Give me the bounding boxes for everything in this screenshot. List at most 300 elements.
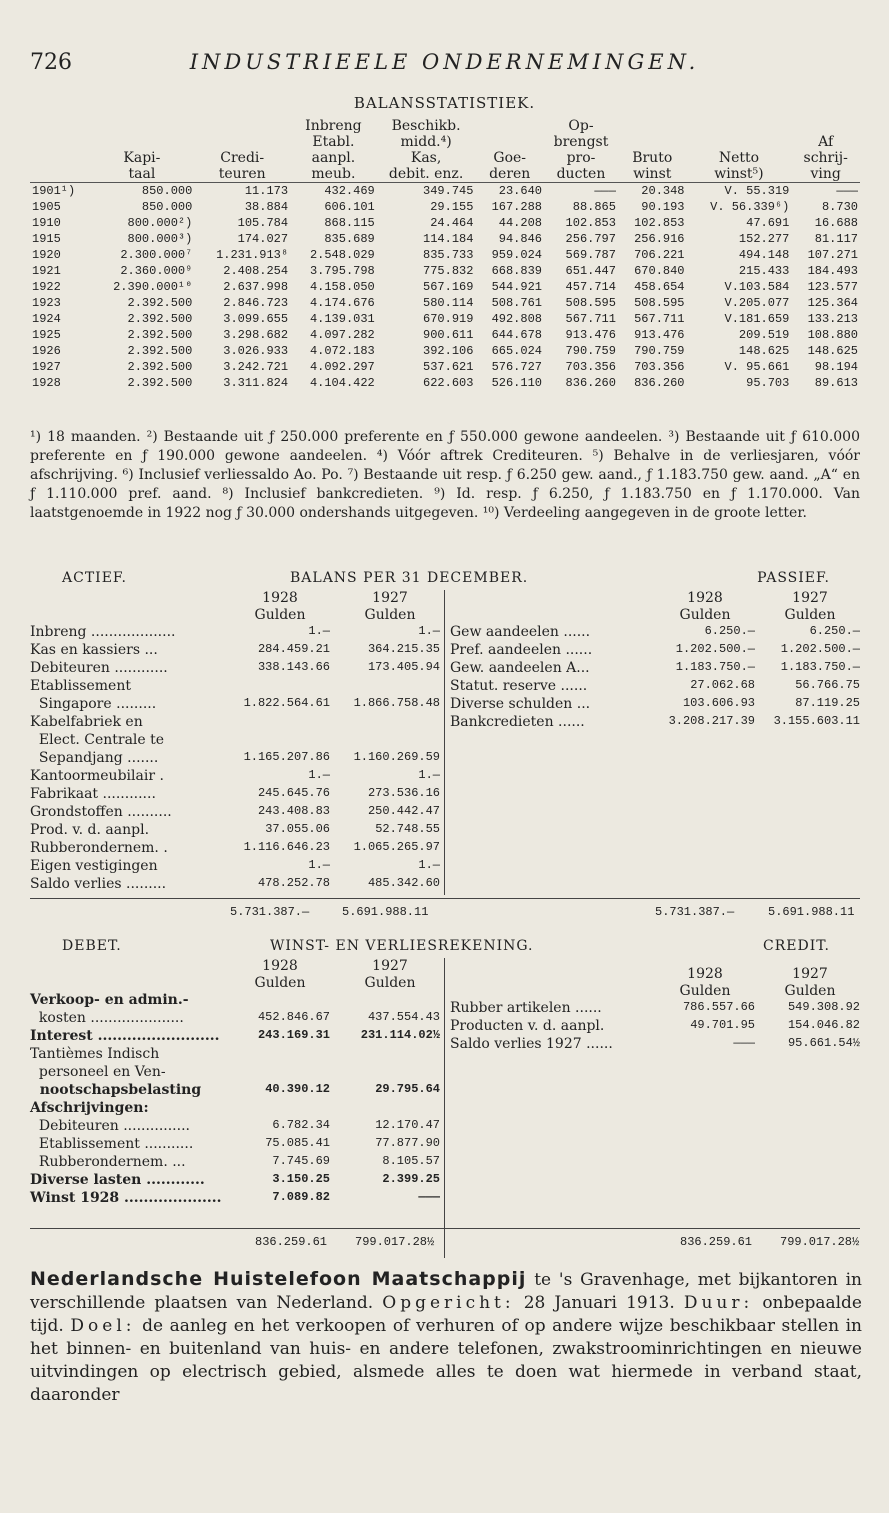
ledger-label: Interest ......................... <box>30 1028 220 1044</box>
table-row <box>30 263 860 279</box>
value-1928: 3.208.217.39 <box>668 714 755 728</box>
value-1927: 87.119.25 <box>795 696 860 710</box>
stats-year-cell: 1926 <box>32 344 61 358</box>
stats-value-cell: 392.106 <box>423 344 474 358</box>
stats-value-cell: 29.155 <box>430 200 474 214</box>
stats-value-cell: 20.348 <box>641 184 685 198</box>
stats-value-cell: 2.392.500 <box>127 376 193 390</box>
value-1927: 6.250.— <box>809 624 860 638</box>
stats-value-cell: V. 56.339⁶) <box>710 200 790 214</box>
stats-value-cell: 576.727 <box>491 360 542 374</box>
debet-column <box>30 958 445 1208</box>
ledger-label: Statut. reserve ...... <box>450 678 588 694</box>
unit-gulden: Gulden <box>254 607 306 623</box>
unit-gulden: Gulden <box>679 607 731 623</box>
ledger-label: Sepandjang ....... <box>30 750 159 766</box>
value-1928: 243.169.31 <box>257 1028 330 1042</box>
stats-value-cell: 959.024 <box>491 248 542 262</box>
pl-title: WINST- EN VERLIESREKENING. <box>270 938 534 954</box>
value-1927: 173.405.94 <box>367 660 440 674</box>
stats-value-cell: 458.654 <box>634 280 685 294</box>
stats-value-cell: 349.745 <box>423 184 474 198</box>
ledger-label: Grondstoffen .......... <box>30 804 172 820</box>
passief-rows <box>450 624 860 732</box>
stats-value-cell: 644.678 <box>491 328 542 342</box>
value-1927: 1.— <box>418 624 440 638</box>
stats-value-cell: 3.099.655 <box>223 312 289 326</box>
ledger-row <box>450 624 860 642</box>
year-1928: 1928 <box>262 958 298 974</box>
ledger-row <box>30 786 445 804</box>
stats-value-cell: 670.919 <box>423 312 474 326</box>
unit-gulden: Gulden <box>254 975 306 991</box>
credit-col-headers <box>450 966 860 1000</box>
ledger-row <box>30 660 445 678</box>
value-1928: 1.— <box>308 768 330 782</box>
stats-value-cell: V. 95.661 <box>724 360 790 374</box>
balance-sheet <box>30 570 860 919</box>
ledger-label: nootschapsbelasting <box>30 1082 202 1098</box>
debet-rows <box>30 992 445 1208</box>
pl-header <box>30 938 860 958</box>
stats-value-cell: 622.603 <box>423 376 474 390</box>
stats-value-cell: 3.298.682 <box>223 328 289 342</box>
pl-columns <box>30 958 860 1228</box>
stats-col-header: Inbreng Etabl. aanpl. meub. <box>290 118 377 183</box>
ledger-label: Diverse schulden ... <box>450 696 591 712</box>
actief-total-1927: 5.691.988.11 <box>342 905 429 919</box>
stats-value-cell: 606.101 <box>324 200 375 214</box>
ledger-row <box>30 858 445 876</box>
ledger-row <box>30 1172 445 1190</box>
stats-value-cell: 580.114 <box>423 296 474 310</box>
stats-value-cell: 125.364 <box>807 296 858 310</box>
doel-label: Doel: <box>70 1316 136 1336</box>
stats-value-cell: 2.392.500 <box>127 328 193 342</box>
ledger-label: Tantièmes Indisch <box>30 1046 160 1062</box>
stats-value-cell: V.181.659 <box>724 312 790 326</box>
stats-value-cell: 44.208 <box>498 216 542 230</box>
value-1927: 12.170.47 <box>375 1118 440 1132</box>
credit-rows <box>450 1000 860 1054</box>
stats-value-cell: 4.072.183 <box>309 344 375 358</box>
value-1927: 1.866.758.48 <box>353 696 440 710</box>
ledger-label: Inbreng ................... <box>30 624 176 640</box>
value-1928: 284.459.21 <box>257 642 330 656</box>
stats-value-cell: 16.688 <box>814 216 858 230</box>
stats-value-cell: 4.097.282 <box>309 328 375 342</box>
stats-value-cell: 105.784 <box>237 216 289 230</box>
stats-value-cell: 81.117 <box>814 232 858 246</box>
table-row <box>30 295 860 311</box>
stats-value-cell: 836.260 <box>565 376 616 390</box>
stats-value-cell: 432.469 <box>324 184 375 198</box>
stats-value-cell: 2.846.723 <box>223 296 289 310</box>
stats-value-cell: 2.392.500 <box>127 344 193 358</box>
ledger-label: Elect. Centrale te <box>30 732 165 748</box>
value-1927: 437.554.43 <box>367 1010 440 1024</box>
year-1927: 1927 <box>372 590 408 606</box>
stats-year-cell: 1922 <box>32 280 61 294</box>
ledger-row <box>30 1064 445 1082</box>
stats-value-cell: 900.611 <box>423 328 474 342</box>
actief-col-headers <box>30 590 445 624</box>
actief-rows <box>30 624 445 894</box>
value-1928: 75.085.41 <box>265 1136 330 1150</box>
stats-col-header: Af schrij- ving <box>791 118 860 183</box>
footnotes: ¹) 18 maanden. ²) Bestaande uit ƒ 250.000 preferente en ƒ 550.000 gewone aandeelen. ³) Bestaande uit ƒ 610.000 preferente en ƒ 190.000 gewone aandeelen. ⁴) Vóór aftrek Crediteuren. ⁵) Behalve in de verliesjaren, vóór afschrijving. ⁶) Inclusief verliessaldo Ao. Po. ⁷) Bestaande uit resp. ƒ 6.250 gew. aand., ƒ 1.183.750 gew. aand. „A“ en ƒ 1.110.000 pref. aand. ⁸) Inclusief bankcredieten. ⁹) Id. resp. ƒ 6.250, ƒ 1.183.750 en ƒ 1.170.000. Van laatstgenoemde in 1922 nog ƒ 30.000 ondershands uitgegeven. ¹⁰) Verdeeling aangegeven in de groote letter. <box>30 429 860 521</box>
stats-value-cell: 508.595 <box>565 296 616 310</box>
value-1928: 452.846.67 <box>257 1010 330 1024</box>
value-1927: 52.748.55 <box>375 822 440 836</box>
ledger-row <box>30 750 445 768</box>
stats-value-cell: 256.916 <box>634 232 685 246</box>
stats-year-cell: 1923 <box>32 296 61 310</box>
stats-year-cell: 1925 <box>32 328 61 342</box>
ledger-row <box>30 696 445 714</box>
stats-value-cell: 457.714 <box>565 280 616 294</box>
stats-value-cell: 98.194 <box>814 360 858 374</box>
table-row <box>30 279 860 295</box>
value-1927: 29.795.64 <box>375 1082 440 1096</box>
year-1927: 1927 <box>372 958 408 974</box>
value-1928: ——— <box>733 1036 755 1050</box>
ledger-label: Kas en kassiers ... <box>30 642 158 658</box>
table-row <box>30 375 860 391</box>
ledger-label: Etablissement ........... <box>30 1136 194 1152</box>
stats-value-cell: 23.640 <box>498 184 542 198</box>
year-1928: 1928 <box>262 590 298 606</box>
stats-value-cell: 2.637.998 <box>223 280 289 294</box>
ledger-row <box>450 1000 860 1018</box>
table-row <box>30 231 860 247</box>
stats-year-cell: 1921 <box>32 264 61 278</box>
stats-year-cell: 1910 <box>32 216 61 230</box>
value-1928: 1.183.750.— <box>675 660 755 674</box>
ledger-label: Saldo verlies 1927 ...... <box>450 1036 613 1052</box>
stats-value-cell: 4.104.422 <box>309 376 375 390</box>
passief-total-1927: 5.691.988.11 <box>768 905 855 919</box>
ledger-row <box>450 1018 860 1036</box>
stats-value-cell: 3.795.798 <box>309 264 375 278</box>
value-1928: 478.252.78 <box>257 876 330 890</box>
credit-column <box>450 958 860 1054</box>
ledger-row <box>30 1082 445 1100</box>
ledger-label: Eigen vestigingen <box>30 858 158 874</box>
stats-col-header: Beschikb. midd.⁴) Kas, debit. enz. <box>377 118 476 183</box>
ledger-label: Etablissement <box>30 678 131 694</box>
stats-value-cell: 526.110 <box>491 376 542 390</box>
value-1928: 1.116.646.23 <box>243 840 330 854</box>
stats-value-cell: 4.139.031 <box>309 312 375 326</box>
ledger-row <box>30 1136 445 1154</box>
ledger-label: Debiteuren ............ <box>30 660 168 676</box>
passief-column <box>450 590 860 732</box>
stats-value-cell: 256.797 <box>565 232 616 246</box>
value-1927: 1.— <box>418 768 440 782</box>
stats-value-cell: 184.493 <box>807 264 858 278</box>
running-head <box>30 50 859 80</box>
ledger-label: Saldo verlies ......... <box>30 876 167 892</box>
stats-value-cell: 148.625 <box>807 344 858 358</box>
unit-gulden: Gulden <box>364 607 416 623</box>
duur-label: Duur: <box>683 1293 754 1313</box>
table-row <box>30 215 860 231</box>
ledger-row <box>30 1010 445 1028</box>
stats-value-cell: 544.921 <box>491 280 542 294</box>
ledger-label: Prod. v. d. aanpl. <box>30 822 150 838</box>
stats-value-cell: 95.703 <box>746 376 790 390</box>
ledger-row <box>30 1118 445 1136</box>
stats-value-cell: 174.027 <box>237 232 289 246</box>
stats-value-cell: 537.621 <box>423 360 474 374</box>
stats-value-cell: 790.759 <box>634 344 685 358</box>
value-1927: 1.— <box>418 858 440 872</box>
stats-value-cell: 107.271 <box>807 248 858 262</box>
stats-value-cell: 567.711 <box>634 312 685 326</box>
ledger-label: Rubberondernem. ... <box>30 1154 186 1170</box>
stats-value-cell: 8.730 <box>821 200 858 214</box>
stats-year-cell: 1915 <box>32 232 61 246</box>
stats-value-cell: 835.689 <box>324 232 375 246</box>
stats-value-cell: 668.839 <box>491 264 542 278</box>
stats-value-cell: 215.433 <box>738 264 790 278</box>
stats-value-cell: 38.884 <box>244 200 289 214</box>
stats-value-cell: 836.260 <box>634 376 685 390</box>
stats-header-row <box>30 118 860 183</box>
ledger-row <box>30 1190 445 1208</box>
stats-value-cell: 152.277 <box>738 232 790 246</box>
stats-value-cell: 167.288 <box>491 200 542 214</box>
ledger-label: Diverse lasten ............ <box>30 1172 205 1188</box>
value-1927: 3.155.603.11 <box>773 714 860 728</box>
stats-value-cell: 90.193 <box>641 200 685 214</box>
stats-value-cell: 2.392.500 <box>127 312 193 326</box>
stats-value-cell: 850.000 <box>141 200 193 214</box>
stats-value-cell: 790.759 <box>565 344 616 358</box>
stats-value-cell: 913.476 <box>634 328 685 342</box>
stats-col-header: Op- brengst pro- ducten <box>544 118 618 183</box>
ledger-label: Pref. aandeelen ...... <box>450 642 593 658</box>
stats-year-cell: 1905 <box>32 200 61 214</box>
ledger-row <box>450 678 860 696</box>
stats-value-cell: 3.242.721 <box>223 360 289 374</box>
stats-year-cell: 1901¹) <box>32 184 76 198</box>
ledger-label: Winst 1928 .................... <box>30 1190 222 1206</box>
ledger-label: Debiteuren ............... <box>30 1118 190 1134</box>
ledger-row <box>30 822 445 840</box>
stats-value-cell: 209.519 <box>738 328 790 342</box>
value-1928: 7.745.69 <box>272 1154 330 1168</box>
stats-value-cell: V.205.077 <box>724 296 790 310</box>
actief-column <box>30 590 445 894</box>
ledger-row <box>30 1100 445 1118</box>
ledger-label: Singapore ......... <box>30 696 157 712</box>
value-1927: 2.399.25 <box>382 1172 440 1186</box>
actief-total-1928: 5.731.387.— <box>230 905 310 919</box>
running-title: INDUSTRIEELE ONDERNEMINGEN. <box>189 50 700 74</box>
passief-total-1928: 5.731.387.— <box>655 905 735 919</box>
balance-columns <box>30 590 860 890</box>
stats-value-cell: 4.158.050 <box>309 280 375 294</box>
value-1927: ——— <box>418 1190 440 1204</box>
ledger-row <box>30 1046 445 1064</box>
stats-value-cell: 3.026.933 <box>223 344 289 358</box>
ledger-row <box>30 732 445 750</box>
stats-value-cell: V.103.584 <box>724 280 790 294</box>
value-1928: 27.062.68 <box>690 678 755 692</box>
ledger-row <box>450 660 860 678</box>
opgericht-label: Opgericht: <box>382 1293 515 1313</box>
balance-title: BALANS PER 31 DECEMBER. <box>290 570 529 586</box>
stats-value-cell: 569.787 <box>565 248 616 262</box>
year-1928: 1928 <box>687 966 723 982</box>
stats-value-cell: 133.213 <box>807 312 858 326</box>
stats-col-header: Bruto winst <box>618 118 687 183</box>
stats-value-cell: 835.733 <box>423 248 474 262</box>
ledger-label: Verkoop- en admin.- <box>30 992 189 1008</box>
stats-value-cell: V. 55.319 <box>724 184 790 198</box>
stats-col-header: Goe- deren <box>475 118 544 183</box>
value-1928: 6.250.— <box>704 624 755 638</box>
unit-gulden: Gulden <box>364 975 416 991</box>
stats-value-cell: 2.408.254 <box>223 264 289 278</box>
stats-value-cell: 102.853 <box>634 216 685 230</box>
balance-header <box>30 570 860 590</box>
table-row <box>30 359 860 375</box>
value-1928: 245.645.76 <box>257 786 330 800</box>
stats-value-cell: 567.169 <box>423 280 474 294</box>
ledger-label: Gew aandeelen ...... <box>450 624 591 640</box>
year-1928: 1928 <box>687 590 723 606</box>
stats-value-cell: 567.711 <box>565 312 616 326</box>
stats-value-cell: 706.221 <box>634 248 685 262</box>
opgericht-value: 28 Januari 1913. <box>514 1293 675 1313</box>
ledger-row <box>30 714 445 732</box>
stats-value-cell: 1.231.913⁸ <box>216 248 289 262</box>
ledger-row <box>30 1028 445 1046</box>
company-description <box>30 1268 862 1407</box>
stats-col-header: Netto winst⁵) <box>687 118 792 183</box>
value-1928: 103.606.93 <box>682 696 755 710</box>
stats-body <box>30 183 860 392</box>
table-row <box>30 199 860 215</box>
passief-title: PASSIEF. <box>757 570 830 586</box>
credit-total-1927: 799.017.28½ <box>780 1235 860 1249</box>
stats-value-cell: 775.832 <box>423 264 474 278</box>
stats-value-cell: ——— <box>594 184 616 198</box>
stats-value-cell: 148.625 <box>738 344 790 358</box>
credit-total-1928: 836.259.61 <box>680 1235 753 1249</box>
passief-col-headers <box>450 590 860 624</box>
stats-value-cell: 2.392.500 <box>127 296 193 310</box>
stats-value-cell: 94.846 <box>498 232 542 246</box>
credit-title: CREDIT. <box>763 938 830 954</box>
stats-value-cell: 47.691 <box>746 216 790 230</box>
value-1928: 1.— <box>308 624 330 638</box>
debet-title: DEBET. <box>62 938 122 954</box>
value-1927: 250.442.47 <box>367 804 440 818</box>
stats-title: BALANSSTATISTIEK. <box>353 94 536 112</box>
stats-value-cell: 508.761 <box>491 296 542 310</box>
stats-value-cell: ——— <box>836 184 858 198</box>
company-intro: te 's Gravenhage, met bijkantoren in verschillende plaatsen van Nederland. <box>30 1270 862 1313</box>
stats-value-cell: 11.173 <box>244 184 289 198</box>
value-1928: 1.165.207.86 <box>243 750 330 764</box>
stats-value-cell: 2.360.000⁹ <box>120 264 193 278</box>
stats-value-cell: 508.595 <box>634 296 685 310</box>
stats-value-cell: 102.853 <box>565 216 616 230</box>
value-1928: 1.— <box>308 858 330 872</box>
balance-totals <box>30 898 860 921</box>
stats-value-cell: 2.300.000⁷ <box>120 248 193 262</box>
ledger-row <box>450 1036 860 1054</box>
doel-value: de aanleg en het verkoopen of verhuren of op andere wijze beschikbaar stellen in het binnen- en buitenland van huis- en andere telefonen, zwakstroominrichtingen en nieuwe uitvindingen op electrisch gebied, alsmede alles te doen wat hiermede in verband staat, daaronder <box>30 1316 863 1405</box>
value-1927: 1.160.269.59 <box>353 750 440 764</box>
ledger-label: Kantoormeubilair . <box>30 768 164 784</box>
table-row <box>30 327 860 343</box>
value-1927: 95.661.54½ <box>787 1036 860 1050</box>
stats-value-cell: 651.447 <box>565 264 616 278</box>
year-1927: 1927 <box>792 590 828 606</box>
value-1927: 1.065.265.97 <box>353 840 440 854</box>
table-row <box>30 311 860 327</box>
ledger-label: Bankcredieten ...... <box>450 714 585 730</box>
table-row <box>30 183 860 200</box>
value-1928: 1.202.500.— <box>675 642 755 656</box>
ledger-row <box>30 840 445 858</box>
value-1927: 273.536.16 <box>367 786 440 800</box>
value-1928: 37.055.06 <box>265 822 330 836</box>
ledger-label: Rubber artikelen ...... <box>450 1000 602 1016</box>
profit-loss-account <box>30 938 860 1249</box>
value-1928: 7.089.82 <box>272 1190 330 1204</box>
stats-value-cell: 800.000²) <box>127 216 193 230</box>
debet-col-headers <box>30 958 445 992</box>
stats-value-cell: 703.356 <box>565 360 616 374</box>
ledger-row <box>30 992 445 1010</box>
stats-value-cell: 24.464 <box>430 216 474 230</box>
stats-value-cell: 123.577 <box>807 280 858 294</box>
ledger-row <box>30 1154 445 1172</box>
stats-value-cell: 800.000³) <box>127 232 193 246</box>
value-1927: 154.046.82 <box>787 1018 860 1032</box>
value-1928: 786.557.66 <box>682 1000 755 1014</box>
value-1927: 549.308.92 <box>787 1000 860 1014</box>
stats-value-cell: 89.613 <box>814 376 858 390</box>
stats-value-cell: 913.476 <box>565 328 616 342</box>
duur-value: onbepaalde tijd. <box>30 1293 862 1336</box>
ledger-row <box>30 876 445 894</box>
stats-value-cell: 2.548.029 <box>309 248 375 262</box>
value-1927: 364.215.35 <box>367 642 440 656</box>
ledger-label: personeel en Ven- <box>30 1064 166 1080</box>
value-1928: 3.150.25 <box>272 1172 330 1186</box>
ledger-row <box>30 768 445 786</box>
ledger-label: Afschrijvingen: <box>30 1100 149 1116</box>
stats-value-cell: 670.840 <box>634 264 685 278</box>
value-1928: 338.143.66 <box>257 660 330 674</box>
table-row <box>30 247 860 263</box>
stats-value-cell: 4.092.297 <box>309 360 375 374</box>
stats-value-cell: 868.115 <box>324 216 375 230</box>
unit-gulden: Gulden <box>784 607 836 623</box>
stats-year-cell: 1924 <box>32 312 61 326</box>
stats-value-cell: 4.174.676 <box>309 296 375 310</box>
stats-value-cell: 114.184 <box>423 232 474 246</box>
actief-title: ACTIEF. <box>62 570 127 586</box>
stats-value-cell: 2.390.000¹⁰ <box>113 280 193 294</box>
